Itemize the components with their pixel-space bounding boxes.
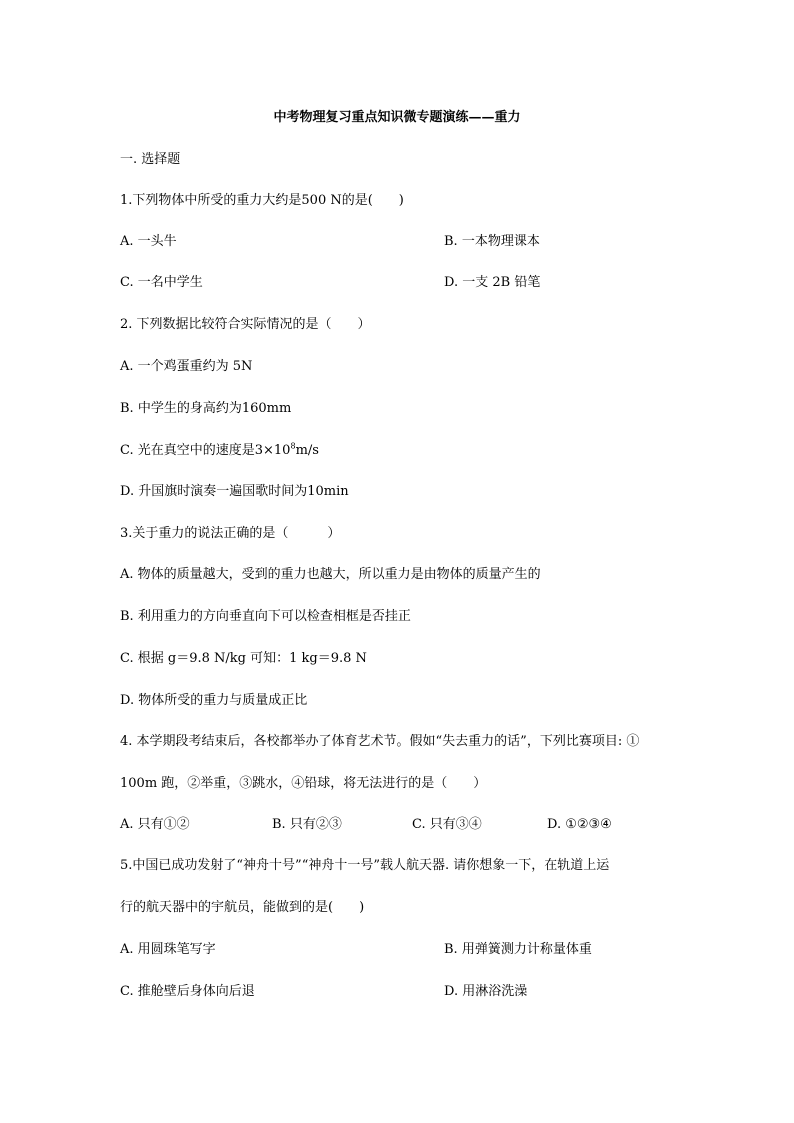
question-1-option-d: D. 一支 2B 铅笔 (444, 275, 541, 290)
question-1-option-b: B. 一本物理课本 (444, 234, 540, 249)
question-4-option-b: B. 只有②③ (272, 817, 342, 832)
question-5-option-a: A. 用圆珠笔写字 (120, 942, 216, 957)
question-2-option-c-unit: m/s (295, 443, 319, 458)
question-2-option-c-exponent: 8 (290, 441, 296, 451)
question-2-stem: 2. 下列数据比较符合实际情况的是（ ） (120, 317, 371, 332)
page-title: 中考物理复习重点知识微专题演练——重力 (273, 110, 521, 125)
question-5-stem-line-2: 行的航天器中的宇航员，能做到的是( ) (120, 900, 365, 915)
question-2-option-c (120, 443, 319, 459)
question-1-option-c: C. 一名中学生 (120, 275, 203, 290)
question-5-option-c: C. 推舱壁后身体向后退 (120, 984, 255, 999)
question-4-option-a: A. 只有①② (120, 817, 190, 832)
question-3-option-d: D. 物体所受的重力与质量成正比 (120, 693, 308, 708)
question-4-option-d: D. ①②③④ (547, 817, 612, 832)
section-heading: 一. 选择题 (120, 152, 181, 167)
question-4-stem-line-2: 100m 跑，②举重，③跳水，④铅球，将无法进行的是（ ） (120, 776, 487, 791)
question-5-option-d: D. 用淋浴洗澡 (444, 984, 528, 999)
question-3-stem: 3.关于重力的说法正确的是（ ） (120, 526, 341, 541)
question-1-option-a: A. 一头牛 (120, 234, 177, 249)
question-3-option-c: C. 根据 g＝9.8 N/kg 可知：1 kg＝9.8 N (120, 651, 367, 666)
question-2-option-c-text: C. 光在真空中的速度是3×10 (120, 443, 291, 458)
question-1-stem: 1.下列物体中所受的重力大约是500 N的是( ) (120, 193, 404, 208)
question-2-option-b: B. 中学生的身高约为160mm (120, 401, 292, 416)
question-3-option-a: A. 物体的质量越大，受到的重力也越大，所以重力是由物体的质量产生的 (120, 567, 541, 582)
question-5-stem-line-1: 5.中国已成功发射了“神舟十号”“神舟十一号”载人航天器. 请你想象一下，在轨道上运 (120, 858, 610, 873)
question-4-stem-line-1: 4. 本学期段考结束后，各校都举办了体育艺术节。假如“失去重力的话”，下列比赛项目: ① (120, 734, 640, 749)
question-5-option-b: B. 用弹簧测力计称量体重 (444, 942, 592, 957)
question-3-option-b: B. 利用重力的方向垂直向下可以检查相框是否挂正 (120, 609, 411, 624)
question-4-option-c: C. 只有③④ (412, 817, 482, 832)
question-2-option-d: D. 升国旗时演奏一遍国歌时间为10min (120, 484, 349, 499)
question-2-option-a: A. 一个鸡蛋重约为 5N (120, 359, 253, 374)
